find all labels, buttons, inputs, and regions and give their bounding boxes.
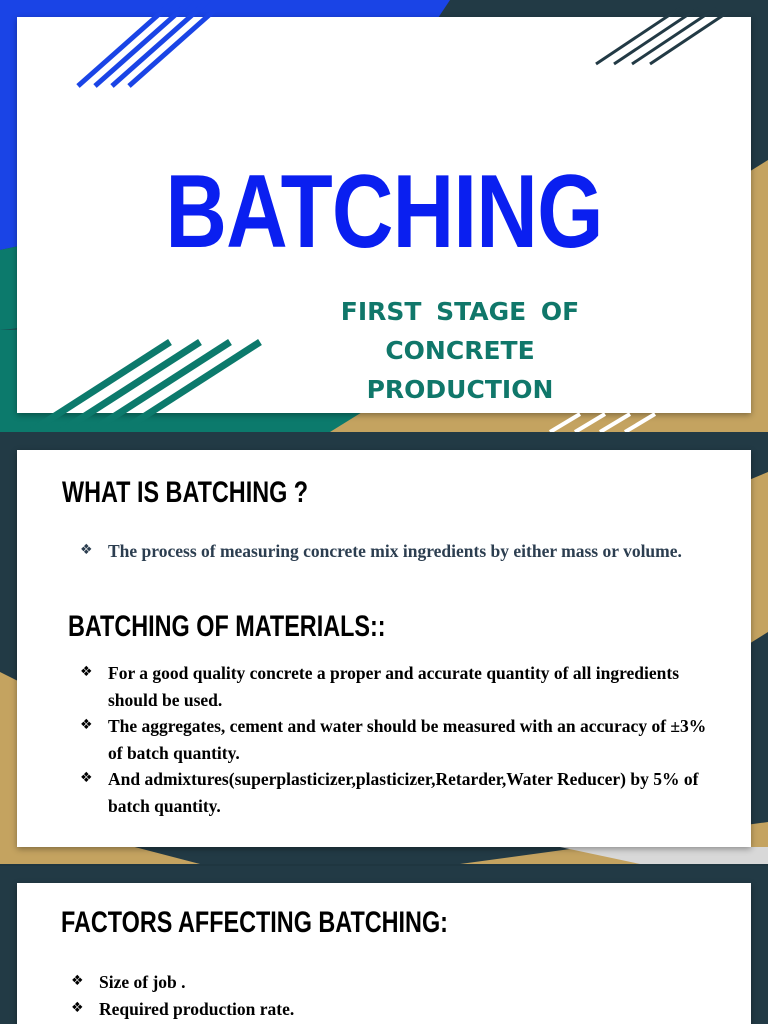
list-item: ❖ The aggregates, cement and water should be measured with an accuracy of ±3% of batch quantity. <box>80 713 710 766</box>
factors-heading: FACTORS AFFECTING BATCHING: <box>61 906 448 939</box>
list-item: ❖ For a good quality concrete a proper and accurate quantity of all ingredients should be used. <box>80 660 710 713</box>
diamond-bullet-icon: ❖ <box>80 717 93 733</box>
list-item: ❖ Size of job . <box>71 969 711 996</box>
diamond-bullet-icon: ❖ <box>80 542 93 558</box>
diamond-bullet-icon: ❖ <box>71 973 84 989</box>
list-item: ❖ Required production rate. <box>71 996 711 1023</box>
title-slide <box>0 0 768 432</box>
slide-title: BATCHING <box>165 154 603 270</box>
list-item: ❖ The process of measuring concrete mix ingredients by either mass or volume. <box>80 538 690 565</box>
diamond-bullet-icon: ❖ <box>71 999 84 1016</box>
materials-bullet-list <box>80 660 710 819</box>
list-item: ❖ And admixtures(superplasticizer,plasticizer,Retarder,Water Reducer) by 5% of batch quantity. <box>80 766 710 819</box>
factors-bullet-list <box>71 969 711 1022</box>
diamond-bullet-icon: ❖ <box>80 770 93 786</box>
what-is-batching-heading: WHAT IS BATCHING ? <box>62 476 309 509</box>
intro-bullet-list <box>80 538 690 565</box>
definition-slide <box>0 432 768 864</box>
subtitle-line-1: FIRST STAGE OF CONCRETE <box>340 297 580 365</box>
batching-of-materials-heading: BATCHING OF MATERIALS:: <box>68 610 386 643</box>
slide-subtitle <box>270 292 650 409</box>
diamond-bullet-icon: ❖ <box>80 664 93 680</box>
factors-slide <box>0 866 768 1024</box>
subtitle-line-2: PRODUCTION <box>366 375 554 404</box>
